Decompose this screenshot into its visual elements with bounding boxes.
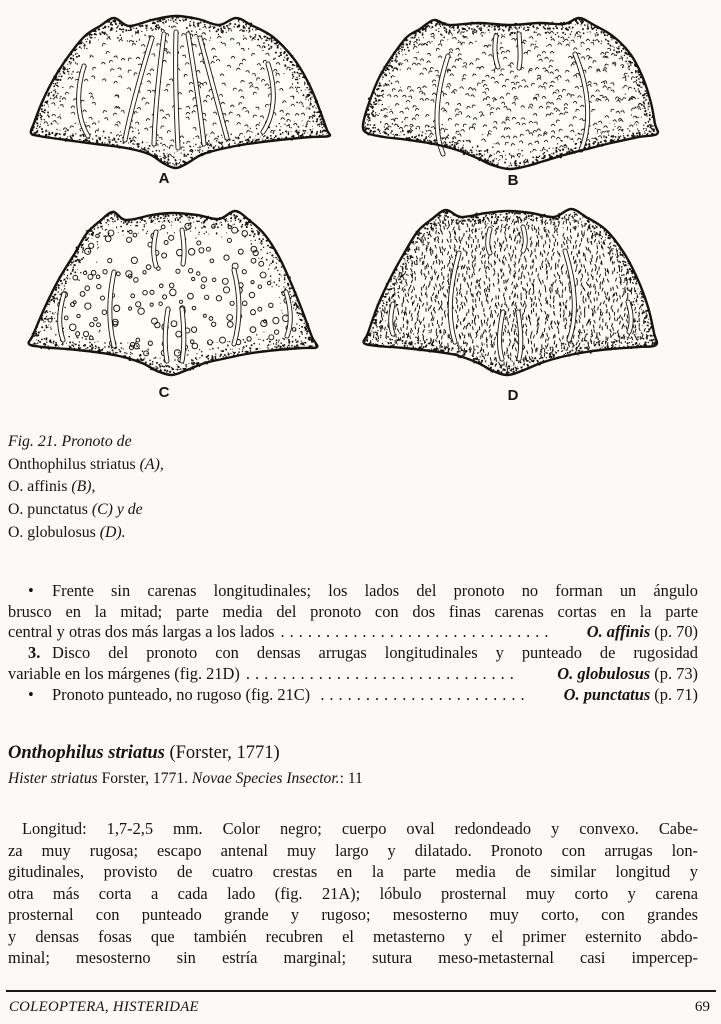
text-line <box>8 947 698 969</box>
text-line <box>8 904 698 926</box>
text-segment: (A), <box>139 455 164 473</box>
text-segment: prosternal con punteado grande y rugoso; mesosterno muy corto, con grandes <box>8 905 698 924</box>
text-line <box>8 643 698 664</box>
text-line <box>8 454 338 477</box>
text-segment: O. affinis <box>8 478 72 496</box>
text-segment: Frente sin carenas longitudinales; los lados del pronoto no forman un ángulo <box>52 581 698 600</box>
text-segment: Longitud: 1,7-2,5 mm. Color negro; cuerpo oval redondeado y convexo. Cabe- <box>22 819 698 838</box>
text-segment: za muy rugosa; escapo antenal muy largo y dilatado. Pronoto con arrugas lon- <box>8 840 698 860</box>
key-result <box>557 664 698 685</box>
text-segment: Hister striatus <box>8 770 98 787</box>
figure-label-c: C <box>158 384 170 401</box>
text-segment: (B), <box>71 478 96 496</box>
text-segment: Pronoto punteado, no rugoso (fig. 21C) <box>52 684 319 704</box>
pronotum-illustration-d <box>347 196 669 380</box>
synonymy-line <box>8 768 698 789</box>
text-line <box>8 883 698 905</box>
key-lead-text <box>8 664 244 685</box>
key-lead-text <box>52 685 318 706</box>
running-title: COLEOPTERA, HISTERIDAE <box>9 999 199 1015</box>
text-segment: O. affinis <box>586 622 651 642</box>
text-line <box>8 685 698 706</box>
text-segment: gitudinales, provisto de cuatro crestas en la parte media de similar longitud y <box>8 862 698 881</box>
text-segment: variable en los márgenes (fig. 21D) <box>8 663 244 683</box>
text-segment: (Forster, 1771) <box>164 743 280 763</box>
text-segment: minal; mesosterno sin estría marginal; sutura meso-metasternal casi impercep- <box>8 948 698 967</box>
figure-label-d: D <box>507 387 519 404</box>
text-segment: : 11 <box>339 770 363 787</box>
key-result <box>587 622 698 643</box>
leader-dots: .............................. <box>245 663 519 683</box>
figure-caption <box>8 431 338 545</box>
bullet-marker: • <box>28 684 34 704</box>
text-segment: O. globulosus <box>557 663 651 683</box>
key-lead-text <box>8 622 279 643</box>
text-line <box>8 664 698 685</box>
text-segment: Novae Species Insector. <box>191 770 340 787</box>
bullet-marker: • <box>28 581 34 600</box>
pronotum-illustration-a <box>12 4 337 172</box>
leader-dots: ....................... <box>320 684 530 704</box>
text-segment: brusco en la mitad; parte media del pronoto con dos finas carenas cortas en la parte <box>8 601 698 621</box>
key-number: 3. <box>28 643 41 663</box>
text-line <box>8 522 338 545</box>
text-line <box>8 602 698 623</box>
text-line <box>8 431 338 454</box>
pronotum-illustration-b <box>350 4 665 172</box>
text-segment: (p. 73) <box>650 663 698 683</box>
text-segment: O. punctatus <box>8 501 92 519</box>
text-segment: O. punctatus <box>563 684 651 704</box>
footer-rule <box>6 990 716 992</box>
text-line <box>8 622 698 643</box>
species-description <box>8 818 698 969</box>
text-line <box>8 581 698 602</box>
pronotum-illustration-c <box>8 196 338 380</box>
text-line <box>8 741 698 765</box>
text-segment: (p. 71) <box>650 684 698 704</box>
text-segment: y densas fosas que también recubren el metasterno y el primer esternito abdo- <box>8 926 698 946</box>
text-segment: (p. 70) <box>650 622 698 642</box>
text-segment: (D). <box>99 523 126 541</box>
species-heading <box>8 741 698 765</box>
key-result <box>564 685 698 706</box>
text-segment: otra más corta a cada lado (fig. 21A); lóbulo prosternal muy corto y carena <box>8 883 698 903</box>
figure-label-b: B <box>507 172 519 189</box>
text-segment: Onthophilus striatus <box>8 743 165 763</box>
text-segment: Fig. 21. Pronoto de <box>8 433 132 450</box>
leader-dots: .............................. <box>280 622 554 642</box>
text-line <box>8 840 698 862</box>
text-segment: Disco del pronoto con densas arrugas longitudinales y punteado de rugosidad <box>52 643 698 663</box>
text-line <box>8 476 338 499</box>
text-line <box>8 499 338 522</box>
text-line <box>8 768 698 789</box>
figure-label-a: A <box>158 170 170 187</box>
text-segment: O. globulosus <box>8 523 100 541</box>
page-footer <box>9 998 710 1016</box>
text-segment: Onthophilus striatus <box>8 455 140 473</box>
page-number: 69 <box>694 998 710 1015</box>
text-line <box>8 818 698 840</box>
text-segment: Forster, 1771. <box>97 770 192 787</box>
text-segment: (C) y de <box>91 501 143 519</box>
identification-key <box>8 581 698 705</box>
text-segment: central y otras dos más largas a los lados <box>8 622 279 642</box>
text-line <box>8 861 698 883</box>
text-line <box>8 926 698 948</box>
